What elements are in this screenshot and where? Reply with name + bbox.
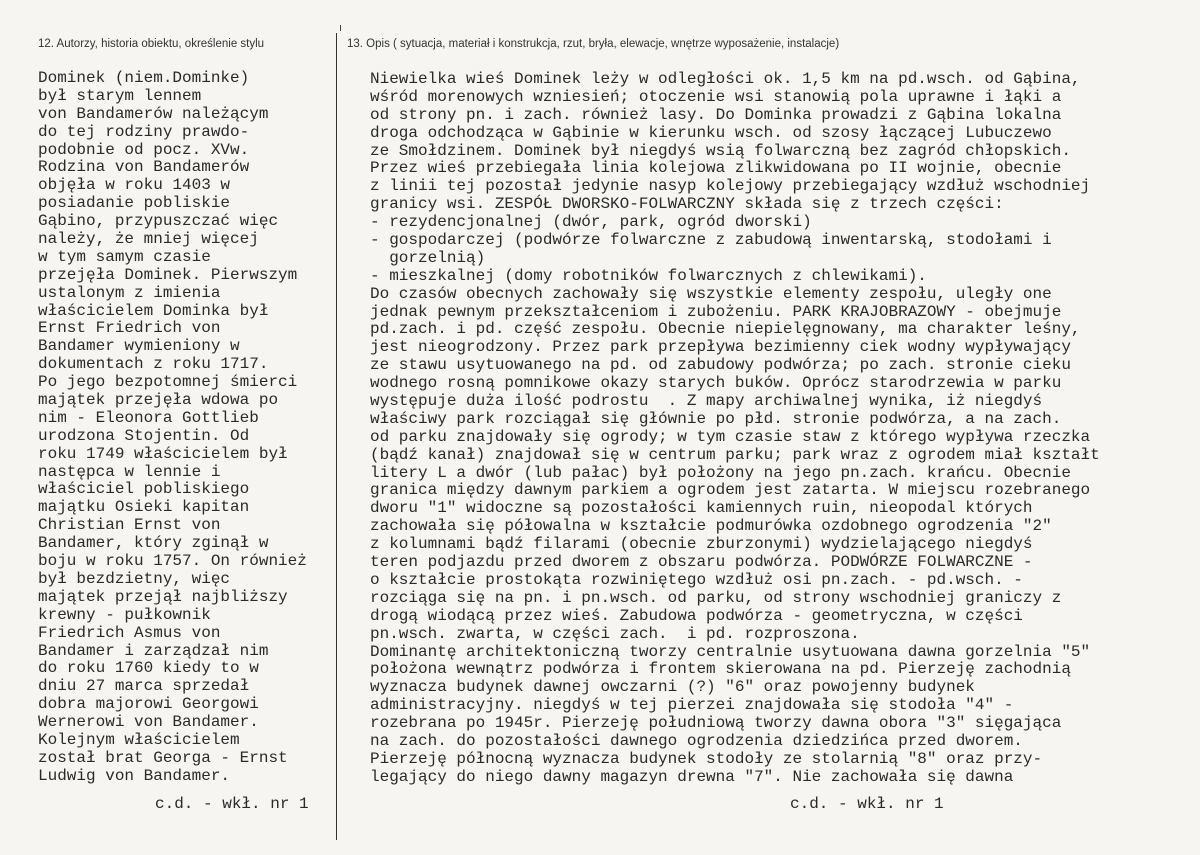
history-line: von Bandamerów należącym <box>38 104 269 123</box>
description-line: jednak pewnym przekształceniom i zubożeniu. PARK KRAJOBRAZOWY - obejmuje <box>370 302 1062 321</box>
description-line: pn.wsch. zwarta, w części zach. i pd. rozproszona. <box>370 624 860 643</box>
description-line: z kolumnami bądź filarami (obecnie zburzonymi) wydzielającego niegdyś <box>370 535 1033 554</box>
history-line: dobra majorowi Georgowi <box>38 695 259 714</box>
section-13-header: 13. Opis ( sytuacja, materiał i konstrukcja, rzut, bryła, elewacje, wnętrze wyposażenie, instalacje) <box>347 38 840 50</box>
description-line: Dominantę architektoniczną tworzy centralnie usytuowana dawna gorzelnia "5" <box>370 642 1091 661</box>
section-12-header: 12. Autorzy, historia obiektu, określenie stylu <box>38 38 265 50</box>
description-line: jest nieogrodzony. Przez park przepływa bezimienny ciek wodny wypływający <box>370 338 1071 357</box>
description-line: Przez wieś przebiegała linia kolejowa zlikwidowana po II wojnie, obecnie <box>370 159 1062 178</box>
history-line: Friedrich Asmus von <box>38 623 221 642</box>
description-line: ze Smołdzinem. Dominek był niegdyś wsią folwarczną bez zagród chłopskich. <box>370 141 1071 160</box>
history-line: dniu 27 marca sprzedał <box>38 677 250 696</box>
description-line: Pierzeję północną wyznacza budynek stodoły ze stolarnią "8" oraz przy- <box>370 749 1043 768</box>
history-line: Bandamer, który zginął w <box>38 534 269 553</box>
history-line: Bandamer wymieniony w <box>38 337 240 356</box>
history-line: do tej rodziny prawdo- <box>38 122 250 141</box>
description-line: granica między dawnym parkiem a ogrodem jest zatarta. W miejscu rozebranego <box>370 481 1091 500</box>
history-line: krewny - pułkownik <box>38 605 211 624</box>
description-line: droga odchodząca w Gąbinie w kierunku wsch. od szosy łączącej Lubuczewo <box>370 123 1052 142</box>
history-line: przejęła Dominek. Pierwszym <box>38 265 298 284</box>
description-line: (bądź kanał) znajdował się w centrum parku; park wraz z ogrodem miał kształt <box>370 445 1100 464</box>
description-line: litery L a dwór (lub pałac) był położony na jego pn.zach. krańcu. Obecnie <box>370 463 1071 482</box>
description-line: położona wewnątrz podwórza i frontem skierowana na pd. Pierzeję zachodnią <box>370 660 1071 679</box>
history-line: majątek przejęła wdowa po <box>38 391 279 410</box>
history-line: Gąbino, przypuszczać więc <box>38 212 279 231</box>
description-line: zachowała się półowalna w kształcie podmurówka ozdobnego ogrodzenia "2" <box>370 517 1052 536</box>
history-line: do roku 1760 kiedy to w <box>38 659 259 678</box>
description-line: od parku znajdowały się ogrody; w tym czasie staw z którego wypływa rzeczka <box>370 427 1091 446</box>
description-line: ze stawu usytuowanego na pd. od zabudowy podwórza; po zach. stronie cieku <box>370 356 1071 375</box>
description-line: rozciąga się na pn. i pn.wsch. od parku, od strony wschodniej graniczy z <box>370 588 1062 607</box>
history-line: urodzona Stojentin. Od <box>38 426 250 445</box>
description-line: administracyjny. niegdyś w tej pierzei znajdowała się stodoła "4" - <box>370 696 1014 715</box>
left-continuation-note: c.d. - wkł. nr 1 <box>155 795 309 813</box>
history-line: podobnie od pocz. XVw. <box>38 140 250 159</box>
right-continuation-note: c.d. - wkł. nr 1 <box>790 795 944 813</box>
description-line: na zach. do pozostałości dawnego ogrodzenia dziedzińca przed dworem. <box>370 731 1023 750</box>
history-line: Po jego bezpotomnej śmierci <box>38 373 298 392</box>
history-line: był bezdzietny, więc <box>38 569 231 588</box>
history-line: Ludwig von Bandamer. <box>38 766 231 785</box>
description-line: wśród morenowych wzniesień; otoczenie wsi stanowią pola uprawne i łąki a <box>370 87 1062 106</box>
history-line: w tym samym czasie <box>38 247 211 266</box>
history-line: ustalonym z imienia <box>38 283 221 302</box>
history-line: Rodzina von Bandamerów <box>38 158 250 177</box>
description-line: pd.zach. i pd. część zespołu. Obecnie niepielęgnowany, ma charakter leśny, <box>370 320 1081 339</box>
description-line: gorzelnią) <box>370 248 486 267</box>
description-line: legający do niego dawny magazyn drewna "7". Nie zachowała się dawna <box>370 767 1014 786</box>
history-line: właściciel pobliskiego <box>38 480 250 499</box>
description-line: - gospodarczej (podwórze folwarczne z zabudową inwentarską, stodołami i <box>370 231 1052 250</box>
history-line: następca w lennie i <box>38 462 221 481</box>
column-divider <box>336 33 337 840</box>
history-line: należy, że mniej więcej <box>38 230 259 249</box>
description-line: wodnego rosną pomnikowe okazy starych buków. Oprócz starodrzewia w parku <box>370 374 1062 393</box>
description-line: o kształcie prostokąta rozwiniętego wzdłuż osi pn.zach. - pd.wsch. - <box>370 570 1023 589</box>
description-line: rozebrana po 1945r. Pierzeję południową tworzy dawna obora "3" sięgająca <box>370 714 1062 733</box>
history-line: właścicielem Dominka był <box>38 301 269 320</box>
description-line: drogą wiodącą przez wieś. Zabudowa podwórza - geometryczna, w części <box>370 606 1023 625</box>
description-line: - mieszkalnej (domy robotników folwarcznych z chlewikami). <box>370 266 927 285</box>
description-line: z linii tej pozostał jedynie nasyp kolejowy przebiegający wzdłuż wschodniej <box>370 177 1091 196</box>
history-line: majątek przejął najbliższy <box>38 587 288 606</box>
description-line: Do czasów obecnych zachowały się wszystkie elementy zespołu, uległy one <box>370 284 1052 303</box>
description-line: - rezydencjonalnej (dwór, park, ogród dworski) <box>370 213 812 232</box>
description-line: dworu "1" widoczne są pozostałości kamiennych ruin, nieopodal których <box>370 499 1033 518</box>
history-line: Ernst Friedrich von <box>38 319 221 338</box>
history-line: Dominek (niem.Dominke) <box>38 69 250 87</box>
history-line: był starym lennem <box>38 86 202 105</box>
history-line: dokumentach z roku 1717. <box>38 355 269 374</box>
history-line: Christian Ernst von <box>38 516 221 535</box>
top-mark <box>340 25 341 31</box>
history-line: Bandamer i zarządzał nim <box>38 641 269 660</box>
description-line: występuje duża ilość podrostu . Z mapy archiwalnej wynika, iż niegdyś <box>370 392 1043 411</box>
description-line: teren podjazdu przed dworem z obszaru podwórza. PODWÓRZE FOLWARCZNE - <box>370 553 1033 572</box>
history-line: boju w roku 1757. On również <box>38 552 307 571</box>
description-line: wyznacza budynek dawnej owczarni (?) "6" oraz powojenny budynek <box>370 678 975 697</box>
history-text-column <box>38 70 328 786</box>
description-line: właściwy park rozciągał się głównie po płd. stronie podwórza, a na zach. <box>370 409 1062 428</box>
description-line: Niewielka wieś Dominek leży w odległości ok. 1,5 km na pd.wsch. od Gąbina, <box>370 70 1081 88</box>
description-line: od strony pn. i zach. również lasy. Do Dominka prowadzi z Gąbina lokalna <box>370 105 1062 124</box>
history-line: Wernerowi von Bandamer. <box>38 713 259 732</box>
history-line: majątku Osieki kapitan <box>38 498 250 517</box>
history-line: Kolejnym właścicielem <box>38 730 240 749</box>
history-line: nim - Eleonora Gottlieb <box>38 408 259 427</box>
history-line: objęła w roku 1403 w <box>38 176 231 195</box>
description-text-column <box>370 71 1170 787</box>
description-line: granicy wsi. ZESPÓŁ DWORSKO-FOLWARCZNY składa się z trzech części: <box>370 195 1004 214</box>
history-line: roku 1749 właścicielem był <box>38 444 288 463</box>
history-line: posiadanie pobliskie <box>38 194 231 213</box>
history-line: został brat Georga - Ernst <box>38 748 288 767</box>
